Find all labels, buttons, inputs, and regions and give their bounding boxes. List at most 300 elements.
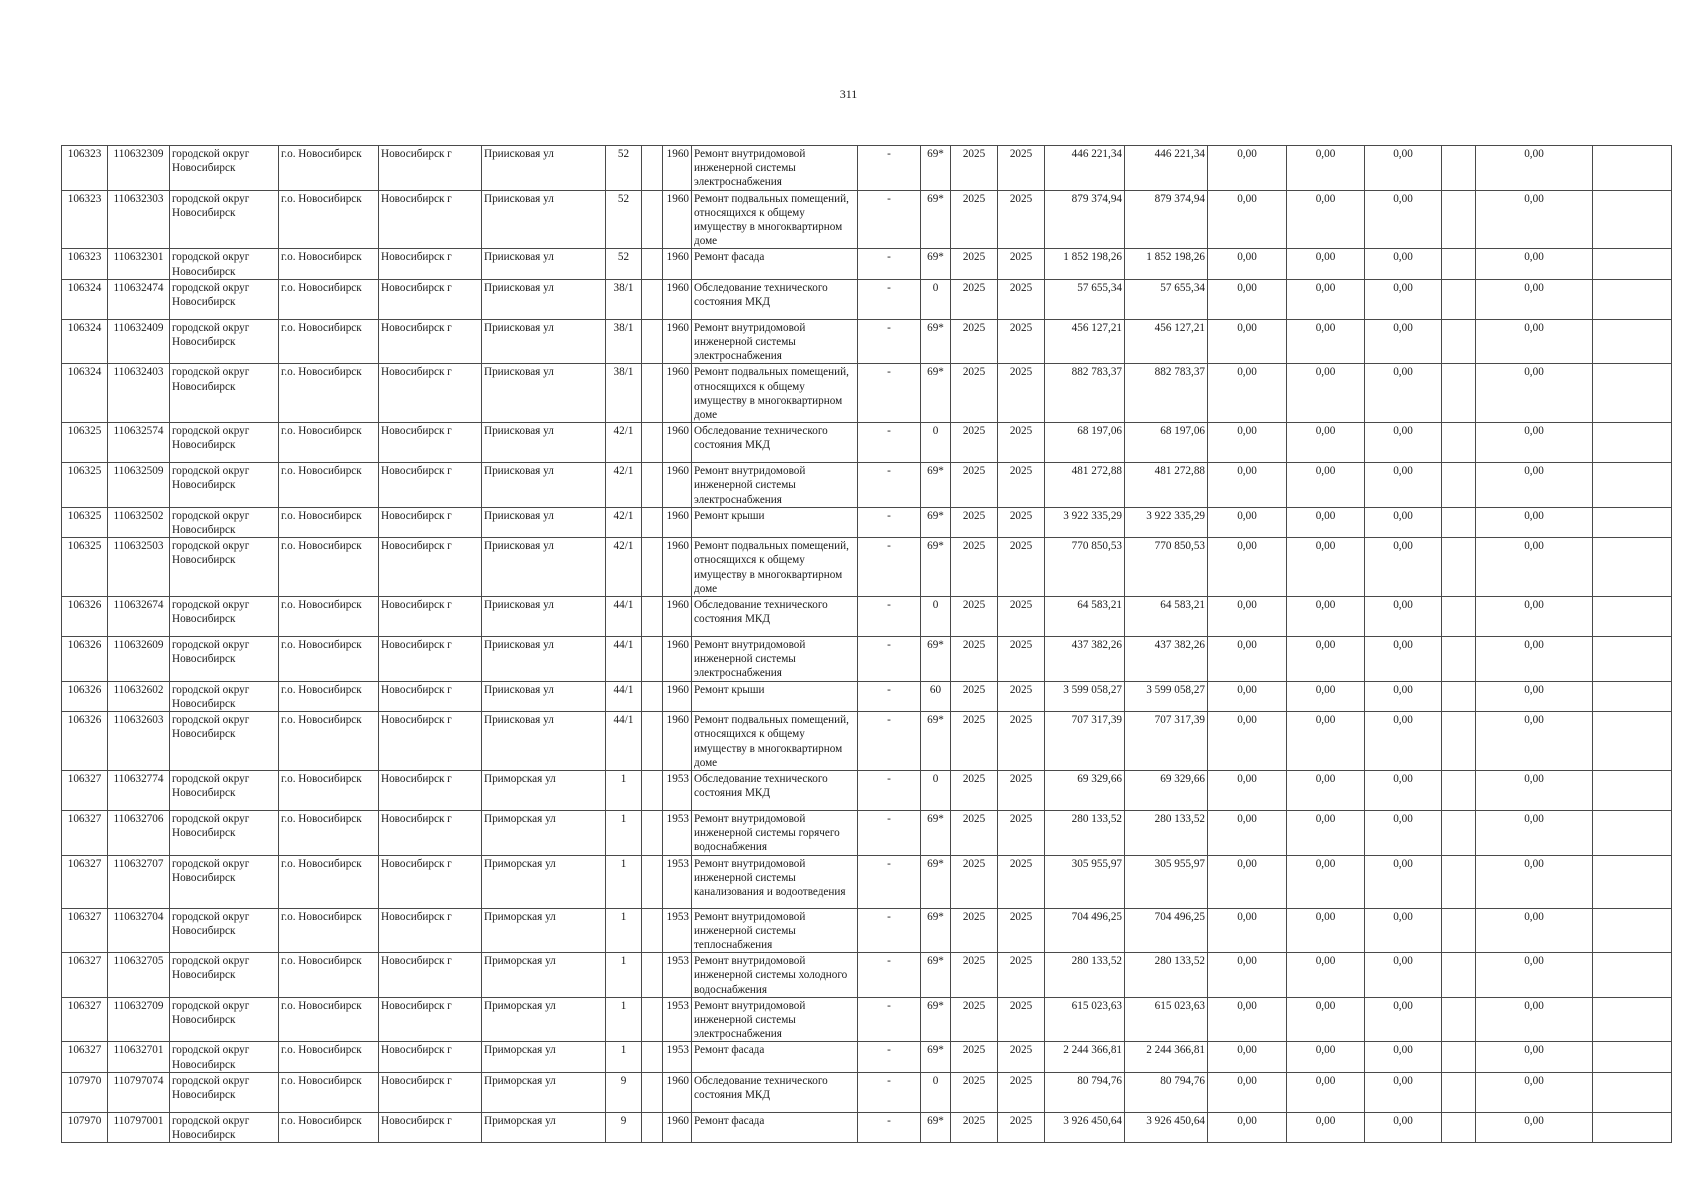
- cell-owner-funds: 0,00: [1476, 681, 1593, 711]
- cell-work-type: Обследование технического состояния МКД: [692, 279, 858, 319]
- cell-empty: [642, 364, 663, 423]
- cell-object-id: 106327: [62, 770, 108, 810]
- cell-street: Приисковая ул: [482, 712, 606, 771]
- cell-object-id: 106323: [62, 249, 108, 279]
- cell-work-code: 110797001: [108, 1112, 170, 1142]
- cell-settlement: Новосибирск г: [379, 908, 482, 953]
- table-row: [62, 637, 1672, 682]
- cell-wear-percent: 69*: [921, 319, 951, 364]
- cell-total-cost: 481 272,88: [1045, 463, 1125, 508]
- cell-build-year: 1960: [663, 637, 692, 682]
- table-row: [62, 810, 1672, 855]
- cell-empty: [1442, 637, 1476, 682]
- cell-empty: [1442, 507, 1476, 537]
- cell-work-code: 110632502: [108, 507, 170, 537]
- cell-local-funds: 0,00: [1365, 507, 1442, 537]
- cell-house-number: 44/1: [606, 637, 642, 682]
- cell-fund-cost: 80 794,76: [1125, 1072, 1208, 1112]
- cell-municipality: городской округ Новосибирск: [170, 597, 279, 637]
- cell-federal-funds: 0,00: [1208, 997, 1287, 1042]
- cell-house-number: 42/1: [606, 463, 642, 508]
- table-row: [62, 538, 1672, 597]
- cell-street: Приисковая ул: [482, 190, 606, 249]
- cell-regional-funds: 0,00: [1287, 364, 1365, 423]
- cell-federal-funds: 0,00: [1208, 681, 1287, 711]
- cell-street: Приисковая ул: [482, 146, 606, 191]
- cell-empty: [642, 681, 663, 711]
- cell-municipality: городской округ Новосибирск: [170, 1042, 279, 1072]
- cell-settlement: Новосибирск г: [379, 319, 482, 364]
- cell-owner-funds: 0,00: [1476, 538, 1593, 597]
- cell-fund-cost: 57 655,34: [1125, 279, 1208, 319]
- cell-empty: [642, 146, 663, 191]
- cell-dash: -: [858, 997, 921, 1042]
- cell-empty: [1593, 597, 1672, 637]
- cell-regional-funds: 0,00: [1287, 1112, 1365, 1142]
- cell-dash: -: [858, 279, 921, 319]
- cell-work-type: Ремонт подвальных помещений, относящихся к общему имуществу в многоквартирном доме: [692, 364, 858, 423]
- cell-object-id: 106327: [62, 997, 108, 1042]
- cell-street: Приморская ул: [482, 997, 606, 1042]
- table-row: [62, 597, 1672, 637]
- cell-work-code: 110632774: [108, 770, 170, 810]
- cell-empty: [1593, 908, 1672, 953]
- cell-dash: -: [858, 146, 921, 191]
- cell-year-start: 2025: [951, 279, 998, 319]
- cell-regional-funds: 0,00: [1287, 463, 1365, 508]
- cell-build-year: 1960: [663, 507, 692, 537]
- cell-street: Приисковая ул: [482, 463, 606, 508]
- cell-empty: [1593, 997, 1672, 1042]
- cell-year-start: 2025: [951, 855, 998, 908]
- cell-wear-percent: 69*: [921, 1112, 951, 1142]
- cell-work-type: Ремонт фасада: [692, 1112, 858, 1142]
- cell-object-id: 106326: [62, 637, 108, 682]
- cell-owner-funds: 0,00: [1476, 855, 1593, 908]
- table-row: [62, 997, 1672, 1042]
- table-row: [62, 249, 1672, 279]
- cell-urban-district: г.о. Новосибирск: [279, 423, 379, 463]
- cell-fund-cost: 456 127,21: [1125, 319, 1208, 364]
- cell-empty: [1593, 1042, 1672, 1072]
- cell-street: Приморская ул: [482, 1112, 606, 1142]
- cell-street: Приисковая ул: [482, 423, 606, 463]
- cell-empty: [1593, 249, 1672, 279]
- cell-urban-district: г.о. Новосибирск: [279, 538, 379, 597]
- cell-empty: [1442, 319, 1476, 364]
- cell-settlement: Новосибирск г: [379, 855, 482, 908]
- cell-regional-funds: 0,00: [1287, 249, 1365, 279]
- cell-local-funds: 0,00: [1365, 190, 1442, 249]
- cell-work-code: 110632674: [108, 597, 170, 637]
- cell-urban-district: г.о. Новосибирск: [279, 249, 379, 279]
- cell-year-start: 2025: [951, 146, 998, 191]
- cell-settlement: Новосибирск г: [379, 953, 482, 998]
- cell-empty: [1593, 681, 1672, 711]
- cell-fund-cost: 2 244 366,81: [1125, 1042, 1208, 1072]
- cell-work-type: Ремонт внутридомовой инженерной системы электроснабжения: [692, 997, 858, 1042]
- cell-build-year: 1960: [663, 1112, 692, 1142]
- cell-empty: [1593, 279, 1672, 319]
- cell-object-id: 106326: [62, 681, 108, 711]
- cell-street: Приморская ул: [482, 1042, 606, 1072]
- table-row: [62, 190, 1672, 249]
- page-number: 311: [839, 87, 858, 101]
- cell-local-funds: 0,00: [1365, 1112, 1442, 1142]
- cell-year-start: 2025: [951, 1042, 998, 1072]
- cell-local-funds: 0,00: [1365, 997, 1442, 1042]
- cell-empty: [1442, 810, 1476, 855]
- cell-federal-funds: 0,00: [1208, 855, 1287, 908]
- cell-object-id: 106325: [62, 507, 108, 537]
- cell-settlement: Новосибирск г: [379, 507, 482, 537]
- cell-fund-cost: 707 317,39: [1125, 712, 1208, 771]
- cell-local-funds: 0,00: [1365, 279, 1442, 319]
- table-row: [62, 463, 1672, 508]
- cell-empty: [1593, 1072, 1672, 1112]
- cell-work-type: Ремонт внутридомовой инженерной системы горячего водоснабжения: [692, 810, 858, 855]
- cell-object-id: 106326: [62, 712, 108, 771]
- cell-fund-cost: 69 329,66: [1125, 770, 1208, 810]
- cell-urban-district: г.о. Новосибирск: [279, 681, 379, 711]
- cell-street: Приморская ул: [482, 908, 606, 953]
- cell-urban-district: г.о. Новосибирск: [279, 146, 379, 191]
- cell-settlement: Новосибирск г: [379, 423, 482, 463]
- table-row: [62, 423, 1672, 463]
- cell-work-type: Ремонт фасада: [692, 1042, 858, 1072]
- cell-year-end: 2025: [998, 953, 1045, 998]
- cell-dash: -: [858, 597, 921, 637]
- cell-dash: -: [858, 908, 921, 953]
- cell-year-end: 2025: [998, 908, 1045, 953]
- cell-municipality: городской округ Новосибирск: [170, 855, 279, 908]
- cell-urban-district: г.о. Новосибирск: [279, 507, 379, 537]
- cell-settlement: Новосибирск г: [379, 364, 482, 423]
- cell-house-number: 1: [606, 908, 642, 953]
- cell-work-type: Обследование технического состояния МКД: [692, 597, 858, 637]
- cell-empty: [1442, 908, 1476, 953]
- cell-local-funds: 0,00: [1365, 597, 1442, 637]
- cell-wear-percent: 69*: [921, 146, 951, 191]
- cell-empty: [1442, 953, 1476, 998]
- cell-local-funds: 0,00: [1365, 319, 1442, 364]
- cell-settlement: Новосибирск г: [379, 1072, 482, 1112]
- cell-house-number: 42/1: [606, 538, 642, 597]
- cell-year-end: 2025: [998, 190, 1045, 249]
- cell-total-cost: 1 852 198,26: [1045, 249, 1125, 279]
- cell-municipality: городской округ Новосибирск: [170, 423, 279, 463]
- cell-empty: [1442, 855, 1476, 908]
- cell-urban-district: г.о. Новосибирск: [279, 190, 379, 249]
- cell-year-start: 2025: [951, 364, 998, 423]
- cell-federal-funds: 0,00: [1208, 637, 1287, 682]
- cell-year-end: 2025: [998, 538, 1045, 597]
- cell-empty: [642, 279, 663, 319]
- cell-work-code: 110632709: [108, 997, 170, 1042]
- cell-object-id: 106327: [62, 908, 108, 953]
- cell-dash: -: [858, 190, 921, 249]
- cell-year-start: 2025: [951, 997, 998, 1042]
- cell-total-cost: 305 955,97: [1045, 855, 1125, 908]
- cell-empty: [1442, 1042, 1476, 1072]
- cell-regional-funds: 0,00: [1287, 597, 1365, 637]
- cell-regional-funds: 0,00: [1287, 681, 1365, 711]
- cell-wear-percent: 69*: [921, 507, 951, 537]
- cell-municipality: городской округ Новосибирск: [170, 1072, 279, 1112]
- cell-owner-funds: 0,00: [1476, 712, 1593, 771]
- cell-fund-cost: 280 133,52: [1125, 810, 1208, 855]
- repair-program-table: [61, 145, 1672, 1143]
- cell-settlement: Новосибирск г: [379, 1042, 482, 1072]
- cell-wear-percent: 69*: [921, 908, 951, 953]
- cell-owner-funds: 0,00: [1476, 597, 1593, 637]
- cell-work-type: Ремонт внутридомовой инженерной системы теплоснабжения: [692, 908, 858, 953]
- cell-object-id: 106327: [62, 810, 108, 855]
- cell-empty: [1593, 423, 1672, 463]
- cell-wear-percent: 69*: [921, 538, 951, 597]
- cell-local-funds: 0,00: [1365, 538, 1442, 597]
- cell-settlement: Новосибирск г: [379, 463, 482, 508]
- cell-fund-cost: 481 272,88: [1125, 463, 1208, 508]
- cell-owner-funds: 0,00: [1476, 770, 1593, 810]
- cell-house-number: 44/1: [606, 712, 642, 771]
- cell-settlement: Новосибирск г: [379, 146, 482, 191]
- cell-build-year: 1960: [663, 423, 692, 463]
- cell-federal-funds: 0,00: [1208, 507, 1287, 537]
- cell-empty: [1593, 770, 1672, 810]
- cell-year-start: 2025: [951, 507, 998, 537]
- cell-municipality: городской округ Новосибирск: [170, 507, 279, 537]
- cell-street: Приисковая ул: [482, 538, 606, 597]
- cell-street: Приморская ул: [482, 1072, 606, 1112]
- cell-total-cost: 57 655,34: [1045, 279, 1125, 319]
- cell-settlement: Новосибирск г: [379, 249, 482, 279]
- table-row: [62, 146, 1672, 191]
- cell-regional-funds: 0,00: [1287, 637, 1365, 682]
- cell-total-cost: 707 317,39: [1045, 712, 1125, 771]
- cell-empty: [1442, 190, 1476, 249]
- cell-work-type: Обследование технического состояния МКД: [692, 770, 858, 810]
- cell-municipality: городской округ Новосибирск: [170, 249, 279, 279]
- cell-year-end: 2025: [998, 319, 1045, 364]
- cell-house-number: 9: [606, 1112, 642, 1142]
- cell-object-id: 106324: [62, 279, 108, 319]
- cell-empty: [1593, 319, 1672, 364]
- cell-year-end: 2025: [998, 597, 1045, 637]
- cell-work-type: Ремонт внутридомовой инженерной системы холодного водоснабжения: [692, 953, 858, 998]
- cell-urban-district: г.о. Новосибирск: [279, 637, 379, 682]
- cell-total-cost: 2 244 366,81: [1045, 1042, 1125, 1072]
- cell-object-id: 106324: [62, 319, 108, 364]
- cell-dash: -: [858, 423, 921, 463]
- cell-work-code: 110632603: [108, 712, 170, 771]
- cell-owner-funds: 0,00: [1476, 1042, 1593, 1072]
- table-row: [62, 1072, 1672, 1112]
- cell-wear-percent: 0: [921, 1072, 951, 1112]
- cell-dash: -: [858, 681, 921, 711]
- cell-work-type: Ремонт подвальных помещений, относящихся к общему имуществу в многоквартирном доме: [692, 712, 858, 771]
- cell-total-cost: 3 599 058,27: [1045, 681, 1125, 711]
- cell-fund-cost: 64 583,21: [1125, 597, 1208, 637]
- cell-empty: [642, 997, 663, 1042]
- cell-object-id: 106325: [62, 463, 108, 508]
- cell-year-end: 2025: [998, 1042, 1045, 1072]
- cell-fund-cost: 437 382,26: [1125, 637, 1208, 682]
- cell-owner-funds: 0,00: [1476, 953, 1593, 998]
- cell-empty: [1442, 997, 1476, 1042]
- cell-work-code: 110632574: [108, 423, 170, 463]
- cell-federal-funds: 0,00: [1208, 364, 1287, 423]
- cell-year-start: 2025: [951, 423, 998, 463]
- cell-street: Приисковая ул: [482, 279, 606, 319]
- cell-year-end: 2025: [998, 249, 1045, 279]
- cell-house-number: 52: [606, 249, 642, 279]
- cell-wear-percent: 69*: [921, 997, 951, 1042]
- cell-municipality: городской округ Новосибирск: [170, 1112, 279, 1142]
- cell-regional-funds: 0,00: [1287, 953, 1365, 998]
- cell-work-code: 110632705: [108, 953, 170, 998]
- cell-federal-funds: 0,00: [1208, 810, 1287, 855]
- cell-total-cost: 3 926 450,64: [1045, 1112, 1125, 1142]
- cell-wear-percent: 69*: [921, 637, 951, 682]
- cell-object-id: 106323: [62, 146, 108, 191]
- cell-municipality: городской округ Новосибирск: [170, 908, 279, 953]
- cell-municipality: городской округ Новосибирск: [170, 712, 279, 771]
- cell-object-id: 107970: [62, 1072, 108, 1112]
- cell-empty: [1442, 249, 1476, 279]
- cell-build-year: 1953: [663, 997, 692, 1042]
- cell-municipality: городской округ Новосибирск: [170, 770, 279, 810]
- table-row: [62, 712, 1672, 771]
- cell-empty: [642, 855, 663, 908]
- cell-owner-funds: 0,00: [1476, 637, 1593, 682]
- cell-municipality: городской округ Новосибирск: [170, 953, 279, 998]
- cell-federal-funds: 0,00: [1208, 538, 1287, 597]
- cell-total-cost: 280 133,52: [1045, 810, 1125, 855]
- cell-wear-percent: 69*: [921, 855, 951, 908]
- cell-local-funds: 0,00: [1365, 146, 1442, 191]
- cell-work-code: 110632706: [108, 810, 170, 855]
- cell-urban-district: г.о. Новосибирск: [279, 463, 379, 508]
- cell-settlement: Новосибирск г: [379, 637, 482, 682]
- cell-empty: [1593, 953, 1672, 998]
- cell-wear-percent: 0: [921, 770, 951, 810]
- cell-total-cost: 882 783,37: [1045, 364, 1125, 423]
- cell-empty: [642, 597, 663, 637]
- cell-wear-percent: 69*: [921, 810, 951, 855]
- cell-build-year: 1953: [663, 908, 692, 953]
- cell-total-cost: 64 583,21: [1045, 597, 1125, 637]
- cell-build-year: 1960: [663, 538, 692, 597]
- cell-street: Приисковая ул: [482, 319, 606, 364]
- cell-dash: -: [858, 364, 921, 423]
- cell-regional-funds: 0,00: [1287, 770, 1365, 810]
- cell-build-year: 1960: [663, 681, 692, 711]
- cell-year-end: 2025: [998, 1112, 1045, 1142]
- cell-municipality: городской округ Новосибирск: [170, 146, 279, 191]
- cell-empty: [1593, 810, 1672, 855]
- cell-build-year: 1960: [663, 463, 692, 508]
- cell-build-year: 1960: [663, 1072, 692, 1112]
- cell-settlement: Новосибирск г: [379, 279, 482, 319]
- cell-work-type: Ремонт внутридомовой инженерной системы электроснабжения: [692, 146, 858, 191]
- cell-municipality: городской округ Новосибирск: [170, 681, 279, 711]
- cell-house-number: 38/1: [606, 279, 642, 319]
- cell-empty: [642, 770, 663, 810]
- cell-house-number: 1: [606, 997, 642, 1042]
- cell-empty: [1442, 712, 1476, 771]
- cell-house-number: 42/1: [606, 423, 642, 463]
- cell-work-type: Ремонт подвальных помещений, относящихся к общему имуществу в многоквартирном доме: [692, 538, 858, 597]
- cell-federal-funds: 0,00: [1208, 1072, 1287, 1112]
- cell-street: Приморская ул: [482, 855, 606, 908]
- cell-work-type: Ремонт внутридомовой инженерной системы электроснабжения: [692, 463, 858, 508]
- cell-local-funds: 0,00: [1365, 1072, 1442, 1112]
- cell-wear-percent: 69*: [921, 463, 951, 508]
- cell-house-number: 9: [606, 1072, 642, 1112]
- cell-empty: [1442, 1072, 1476, 1112]
- cell-empty: [642, 538, 663, 597]
- cell-fund-cost: 704 496,25: [1125, 908, 1208, 953]
- cell-object-id: 107970: [62, 1112, 108, 1142]
- cell-house-number: 1: [606, 953, 642, 998]
- cell-local-funds: 0,00: [1365, 855, 1442, 908]
- cell-municipality: городской округ Новосибирск: [170, 319, 279, 364]
- cell-urban-district: г.о. Новосибирск: [279, 908, 379, 953]
- cell-work-code: 110632301: [108, 249, 170, 279]
- cell-urban-district: г.о. Новосибирск: [279, 319, 379, 364]
- cell-total-cost: 456 127,21: [1045, 319, 1125, 364]
- cell-owner-funds: 0,00: [1476, 1112, 1593, 1142]
- cell-work-type: Ремонт подвальных помещений, относящихся к общему имуществу в многоквартирном доме: [692, 190, 858, 249]
- cell-work-type: Ремонт внутридомовой инженерной системы электроснабжения: [692, 319, 858, 364]
- cell-local-funds: 0,00: [1365, 1042, 1442, 1072]
- cell-work-code: 110632403: [108, 364, 170, 423]
- cell-house-number: 52: [606, 146, 642, 191]
- cell-local-funds: 0,00: [1365, 810, 1442, 855]
- cell-empty: [1442, 597, 1476, 637]
- cell-build-year: 1953: [663, 810, 692, 855]
- cell-work-code: 110632609: [108, 637, 170, 682]
- cell-year-end: 2025: [998, 507, 1045, 537]
- cell-house-number: 44/1: [606, 597, 642, 637]
- cell-regional-funds: 0,00: [1287, 908, 1365, 953]
- cell-regional-funds: 0,00: [1287, 538, 1365, 597]
- cell-year-start: 2025: [951, 463, 998, 508]
- cell-build-year: 1953: [663, 1042, 692, 1072]
- cell-municipality: городской округ Новосибирск: [170, 810, 279, 855]
- cell-build-year: 1960: [663, 279, 692, 319]
- cell-work-type: Ремонт внутридомовой инженерной системы электроснабжения: [692, 637, 858, 682]
- cell-year-end: 2025: [998, 855, 1045, 908]
- cell-local-funds: 0,00: [1365, 770, 1442, 810]
- cell-work-type: Ремонт крыши: [692, 507, 858, 537]
- cell-object-id: 106324: [62, 364, 108, 423]
- cell-empty: [642, 712, 663, 771]
- cell-house-number: 1: [606, 810, 642, 855]
- cell-fund-cost: 615 023,63: [1125, 997, 1208, 1042]
- cell-empty: [1593, 507, 1672, 537]
- cell-federal-funds: 0,00: [1208, 712, 1287, 771]
- cell-street: Приисковая ул: [482, 597, 606, 637]
- table-row: [62, 1112, 1672, 1142]
- cell-urban-district: г.о. Новосибирск: [279, 770, 379, 810]
- cell-municipality: городской округ Новосибирск: [170, 538, 279, 597]
- cell-street: Приисковая ул: [482, 637, 606, 682]
- cell-regional-funds: 0,00: [1287, 507, 1365, 537]
- cell-urban-district: г.о. Новосибирск: [279, 1072, 379, 1112]
- cell-municipality: городской округ Новосибирск: [170, 364, 279, 423]
